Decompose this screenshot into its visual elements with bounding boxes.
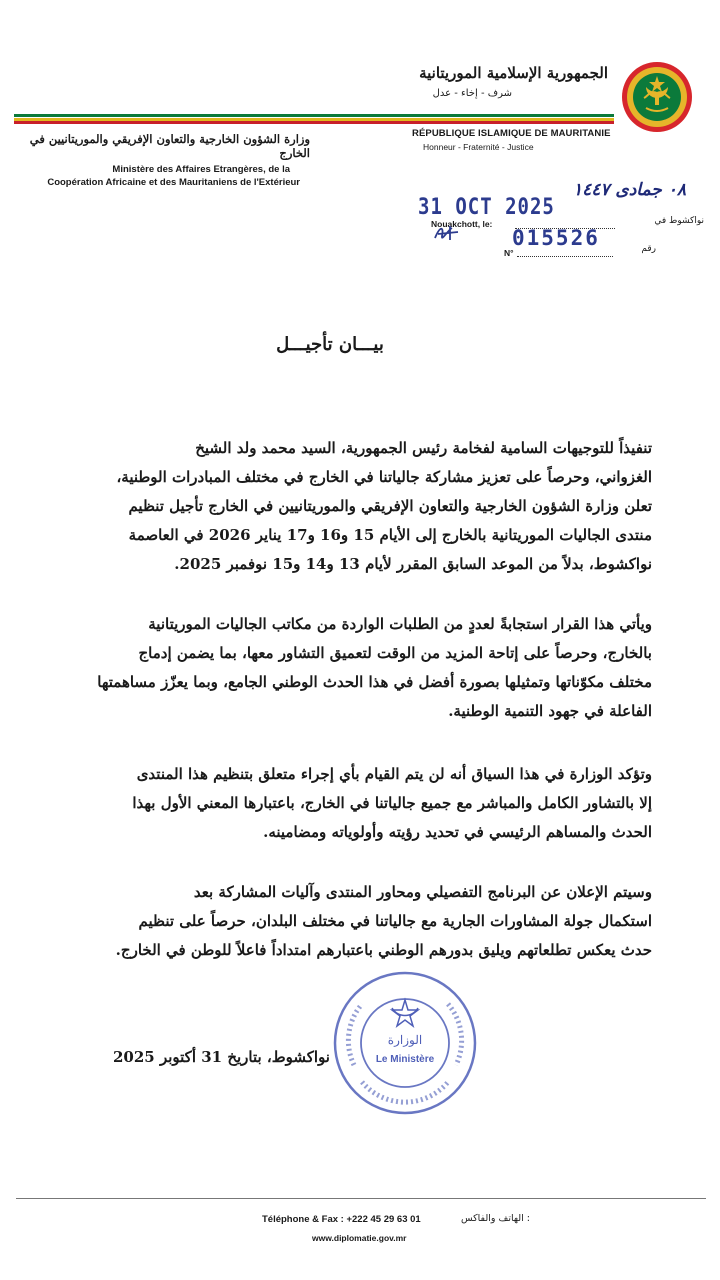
paragraph-line: حدث يعكس تطلعاتهم ويليق بدورهم الوطني باعتبارهم امتداداً فاعلاً للوطن في الخارج. (115, 941, 652, 959)
republic-name-ar: الجمهورية الإسلامية الموريتانية (419, 64, 608, 82)
paragraph-line: نواكشوط، بدلاً من الموعد السابق المقرر لأيام 13 و14 و15 نوفمبر 2025. (174, 555, 652, 573)
footer-phone-ar: : الهاتف والفاكس (461, 1213, 530, 1224)
paragraph-line: الفاعلة في جهود التنمية الوطنية. (448, 702, 652, 720)
paragraph-line: الحدث والمساهم الرئيسي في تحديد رؤيته وأولوياته ومضامينه. (263, 823, 652, 841)
paragraph-line: استكمال جولة المشاورات الجارية مع جالياتنا في مختلف البلدان، حرصاً على تنظيم (138, 912, 652, 930)
handwritten-initials-icon (432, 222, 462, 244)
national-emblem-icon (620, 60, 694, 134)
seal-center-ar: الوزارة (387, 1033, 423, 1047)
ministry-name-ar: وزارة الشؤون الخارجية والتعاون الإفريقي والموريتانيين في الخارج (29, 132, 310, 160)
signature-date: نواكشوط، بتاريخ 31 أكتوبر 2025 (112, 1048, 330, 1066)
national-motto-ar: شرف - إخاء - عدل (432, 88, 512, 99)
reference-number-stamp: 015526 (512, 226, 600, 250)
hijri-date-handwritten: ٠٨ جمادى ١٤٤٧ (572, 180, 686, 200)
republic-name-fr: RÉPUBLIQUE ISLAMIQUE DE MAURITANIE (412, 128, 611, 139)
number-dotted-line (517, 256, 613, 257)
document-title: بيـــان تأجيـــل (276, 334, 384, 355)
date-stamp: 31 OCT 2025 (418, 194, 555, 220)
footer-divider (16, 1198, 706, 1199)
footer-phone-fr: Téléphone & Fax : +222 45 29 63 01 (262, 1214, 421, 1225)
paragraph-line: مختلف مكوّناتها وتمثيلها بصورة أفضل في هذا الحدث الوطني الجامع، وبما يعزّز مساهمتها (97, 673, 652, 691)
paragraph-2 (92, 610, 652, 726)
national-motto-fr: Honneur - Fraternité - Justice (423, 142, 534, 152)
paragraph-3 (92, 760, 652, 847)
number-label-ar: رقم (641, 244, 656, 254)
paragraph-line: منتدى الجاليات الموريتانية بالخارج إلى الأيام 15 و16 و17 يناير 2026 في العاصمة (128, 526, 652, 544)
paragraph-line: تعلن وزارة الشؤون الخارجية والتعاون الإفريقي والموريتانيين في الخارج تأجيل تنظيم (128, 497, 652, 515)
paragraph-line: وسيتم الإعلان عن البرنامج التفصيلي ومحاور المنتدى وآليات المشاركة بعد (193, 883, 652, 901)
seal-center-fr: Le Ministère (375, 1054, 435, 1065)
paragraph-line: إلا بالتشاور الكامل والمباشر مع جميع جالياتنا في الخارج، باعتبارها المعني الأول بهذا (132, 794, 652, 812)
date-label-fr: Nouakchott, le: (431, 219, 493, 229)
ministry-seal-stamp-icon (332, 970, 478, 1116)
ministry-name-fr-line1: Ministère des Affaires Etrangères, de la (112, 164, 290, 175)
paragraph-line: تنفيذاً للتوجيهات السامية لفخامة رئيس الجمهورية، السيد محمد ولد الشيخ (195, 439, 652, 457)
footer-website-link[interactable]: www.diplomatie.gov.mr (312, 1233, 407, 1243)
paragraph-line: وتؤكد الوزارة في هذا السياق أنه لن يتم القيام بأي إجراء متعلق بتنظيم هذا المنتدى (136, 765, 652, 783)
paragraph-line: ويأتي هذا القرار استجابةً لعددٍ من الطلبات الواردة من مكاتب الجاليات الموريتانية (148, 615, 652, 633)
paragraph-1 (92, 434, 652, 579)
flag-stripe-divider (14, 114, 614, 124)
paragraph-line: بالخارج، وحرصاً على إتاحة المزيد من الوقت لتعميق التشاور معها، بما يضمن إدماج (138, 644, 652, 662)
number-label-fr: N° (504, 248, 514, 258)
date-label-ar: نواكشوط في (654, 216, 704, 226)
ministry-name-fr-line2: Coopération Africaine et des Mauritaniens de l'Extérieur (47, 177, 300, 188)
paragraph-4 (92, 878, 652, 965)
paragraph-line: الغزواني، وحرصاً على تعزيز مشاركة جالياتنا في الخارج في مختلف المبادرات الوطنية، (116, 468, 652, 486)
